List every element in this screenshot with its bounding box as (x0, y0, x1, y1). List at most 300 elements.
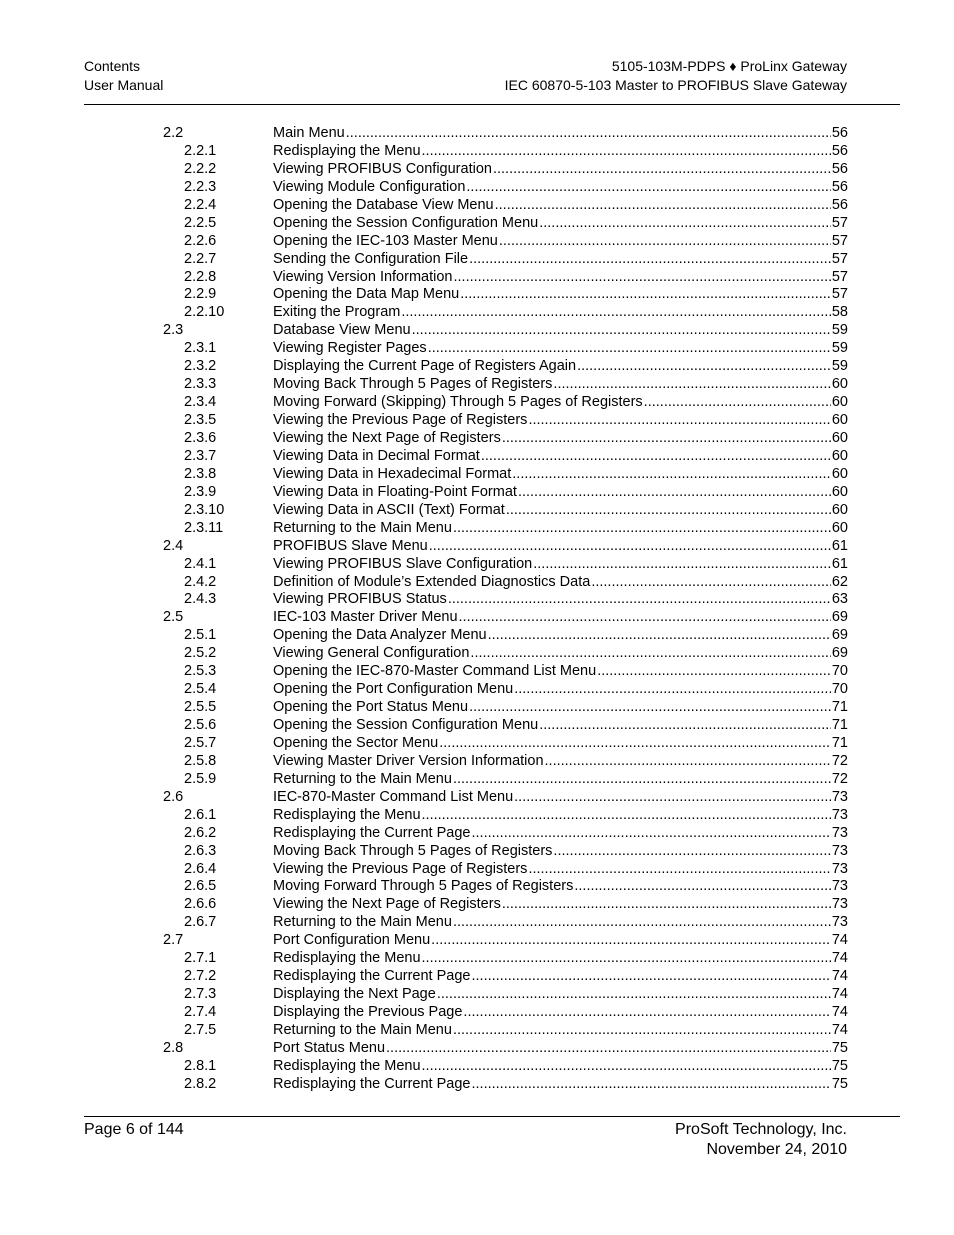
toc-entry-line (273, 734, 848, 752)
toc-entry[interactable] (0, 590, 954, 608)
toc-entry-page: 69 (831, 609, 848, 626)
toc-entry[interactable] (0, 214, 954, 232)
toc-entry-title[interactable]: Opening the Port Status Menu (273, 699, 469, 716)
toc-entry-title[interactable]: Viewing Data in ASCII (Text) Format (273, 501, 505, 518)
dot-leader (412, 321, 831, 339)
toc-entry[interactable] (0, 644, 954, 662)
header-divider (84, 104, 900, 105)
toc-entry-line (273, 626, 848, 644)
toc-entry[interactable] (0, 913, 954, 931)
toc-entry-line (273, 483, 848, 501)
dot-leader (644, 393, 831, 411)
dot-leader (471, 967, 830, 985)
toc-entry[interactable] (0, 860, 954, 878)
toc-entry-page: 73 (831, 788, 848, 805)
toc-entry-title[interactable]: Displaying the Next Page (273, 986, 436, 1003)
toc-entry[interactable] (0, 285, 954, 303)
toc-entry-number: 2.2.7 (184, 250, 217, 267)
toc-entry-title[interactable]: Opening the Sector Menu (273, 734, 439, 751)
toc-entry-page: 60 (831, 412, 848, 429)
toc-entry-number: 2.7.1 (184, 950, 217, 967)
toc-entry[interactable] (0, 537, 954, 555)
toc-entry-title[interactable]: IEC-103 Master Driver Menu (273, 609, 458, 626)
toc-entry[interactable] (0, 842, 954, 860)
dot-leader (469, 250, 831, 268)
toc-entry-page: 70 (831, 663, 848, 680)
toc-entry-number: 2.7.4 (184, 1004, 217, 1021)
toc-entry-number: 2.6.3 (184, 842, 217, 859)
toc-entry-title[interactable]: Displaying the Current Page of Registers Again (273, 358, 577, 375)
dot-leader (539, 214, 831, 232)
footer-right (675, 1120, 847, 1160)
footer-company: ProSoft Technology, Inc. (675, 1121, 847, 1138)
toc-entry-line (273, 519, 848, 537)
toc-entry-number: 2.3.5 (184, 412, 217, 429)
toc-entry-line (273, 752, 848, 770)
toc-entry-number: 2.6.2 (184, 824, 217, 841)
toc-entry-page: 56 (831, 125, 848, 141)
toc-entry[interactable] (0, 268, 954, 286)
toc-entry-page: 59 (831, 340, 848, 357)
toc-entry-number: 2.5 (163, 609, 184, 626)
toc-entry-page: 72 (831, 770, 848, 787)
toc-entry-page: 69 (831, 645, 848, 662)
toc-entry[interactable] (0, 1003, 954, 1021)
dot-leader (577, 357, 831, 375)
toc-entry-page: 60 (831, 394, 848, 411)
dot-leader (422, 806, 831, 824)
toc-entry-page: 60 (831, 429, 848, 446)
dot-leader (428, 339, 831, 357)
toc-entry-title[interactable]: Port Configuration Menu (273, 932, 431, 949)
toc-entry-number: 2.2.10 (184, 304, 225, 321)
toc-entry[interactable] (0, 806, 954, 824)
toc-entry-title[interactable]: Opening the Session Configuration Menu (273, 717, 539, 734)
dot-leader (512, 465, 831, 483)
header-left (84, 57, 163, 95)
dot-leader (539, 716, 831, 734)
dot-leader (453, 519, 831, 537)
toc-entry[interactable] (0, 160, 954, 178)
toc-entry-title[interactable]: IEC-870-Master Command List Menu (273, 788, 514, 805)
dot-leader (437, 985, 831, 1003)
toc-entry-line (273, 214, 848, 232)
toc-entry-number: 2.5.7 (184, 734, 217, 751)
toc-entry-page: 60 (831, 519, 848, 536)
toc-entry-line (273, 716, 848, 734)
toc-entry-page: 74 (831, 1004, 848, 1021)
header-right (505, 57, 847, 95)
toc-entry-number: 2.4.1 (184, 555, 217, 572)
dot-leader (533, 555, 831, 573)
toc-entry[interactable] (0, 142, 954, 160)
toc-entry-title[interactable]: Redisplaying the Current Page (273, 824, 471, 841)
toc-entry-page: 69 (831, 627, 848, 644)
toc-entry[interactable] (0, 680, 954, 698)
toc-entry-line (273, 429, 848, 447)
toc-entry-title[interactable]: Opening the IEC-103 Master Menu (273, 232, 498, 249)
toc-entry-number: 2.2.3 (184, 178, 217, 195)
toc-entry[interactable] (0, 555, 954, 573)
toc-entry-title[interactable]: Opening the Port Configuration Menu (273, 681, 514, 698)
toc-entry-line (273, 608, 848, 626)
toc-entry-number: 2.6.7 (184, 914, 217, 931)
toc-entry-line (273, 895, 848, 913)
toc-entry-title[interactable]: Opening the Data Analyzer Menu (273, 627, 487, 644)
toc-entry-page: 72 (831, 752, 848, 769)
toc-entry[interactable] (0, 1021, 954, 1039)
toc-entry-title[interactable]: PROFIBUS Slave Menu (273, 537, 428, 554)
dot-leader (439, 734, 831, 752)
toc-entry[interactable] (0, 752, 954, 770)
toc-entry-page: 73 (831, 806, 848, 823)
toc-entry-line (273, 662, 848, 680)
toc-entry-line (273, 250, 848, 268)
toc-entry[interactable] (0, 178, 954, 196)
dot-leader (422, 1057, 831, 1075)
toc-entry-title[interactable]: Database View Menu (273, 322, 411, 339)
toc-entry-title[interactable]: Viewing Module Configuration (273, 178, 466, 195)
toc-entry-title[interactable]: Opening the IEC-870-Master Command List Menu (273, 663, 597, 680)
toc-entry[interactable] (0, 375, 954, 393)
toc-entry-title[interactable]: Redisplaying the Menu (273, 806, 421, 823)
toc-entry-number: 2.3.11 (184, 519, 224, 536)
toc-entry-line (273, 537, 848, 555)
toc-entry-line (273, 644, 848, 662)
toc-entry-title[interactable]: Exiting the Program (273, 304, 401, 321)
toc-entry-line (273, 1003, 848, 1021)
dot-leader (422, 949, 831, 967)
toc-entry-number: 2.6.1 (184, 806, 217, 823)
dot-leader (469, 698, 831, 716)
toc-entry[interactable] (0, 895, 954, 913)
toc-entry-number: 2.5.1 (184, 627, 217, 644)
toc-entry-title[interactable]: Redisplaying the Menu (273, 950, 421, 967)
toc-entry-title[interactable]: Returning to the Main Menu (273, 1022, 452, 1038)
toc-entry-number: 2.3.9 (184, 483, 217, 500)
dot-leader (386, 1039, 831, 1057)
toc-entry[interactable] (0, 770, 954, 788)
toc-entry-title[interactable]: Viewing General Configuration (273, 645, 470, 662)
toc-entry-number: 2.8 (163, 1039, 184, 1056)
dot-leader (470, 644, 830, 662)
toc-entry-title[interactable]: Redisplaying the Menu (273, 142, 421, 159)
toc-entry-line (273, 339, 848, 357)
toc-entry-number: 2.8.2 (184, 1075, 217, 1092)
toc-entry-number: 2.6.6 (184, 896, 217, 913)
toc-entry-number: 2.2 (163, 125, 184, 141)
toc-entry[interactable] (0, 949, 954, 967)
toc-entry[interactable] (0, 483, 954, 501)
toc-entry-page: 56 (831, 160, 848, 177)
dot-leader (591, 573, 831, 591)
toc-entry-page: 59 (831, 322, 848, 339)
toc-entry[interactable] (0, 250, 954, 268)
toc-entry-title[interactable]: Moving Forward Through 5 Pages of Registers (273, 878, 574, 895)
toc-entry-title[interactable]: Viewing Master Driver Version Information (273, 752, 544, 769)
toc-entry-title[interactable]: Moving Forward (Skipping) Through 5 Pages of Registers (273, 394, 643, 411)
toc-entry-page: 61 (831, 555, 848, 572)
toc-entry[interactable] (0, 716, 954, 734)
toc-entry[interactable] (0, 1039, 954, 1057)
dot-leader (514, 788, 831, 806)
dot-leader (506, 501, 831, 519)
toc-entry-page: 74 (831, 932, 848, 949)
toc-entry[interactable] (0, 501, 954, 519)
toc-entry[interactable] (0, 393, 954, 411)
toc-entry-page: 62 (831, 573, 848, 590)
toc-entry-title[interactable]: Opening the Database View Menu (273, 196, 494, 213)
toc-entry-title[interactable]: Viewing PROFIBUS Slave Configuration (273, 555, 533, 572)
toc-entry-line (273, 1057, 848, 1075)
toc-entry-page: 71 (831, 699, 848, 716)
toc-entry-line (273, 375, 848, 393)
toc-entry-line (273, 967, 848, 985)
toc-entry-line (273, 860, 848, 878)
toc-entry-page: 56 (831, 178, 848, 195)
toc-entry-line (273, 913, 848, 931)
toc-entry[interactable] (0, 931, 954, 949)
toc-entry-number: 2.4 (163, 537, 184, 554)
toc-entry[interactable] (0, 1057, 954, 1075)
toc-entry-title[interactable]: Redisplaying the Menu (273, 1057, 421, 1074)
toc-entry-number: 2.6.5 (184, 878, 217, 895)
toc-entry-line (273, 555, 848, 573)
toc-entry-number: 2.3.6 (184, 429, 217, 446)
toc-entry-number: 2.3.7 (184, 447, 217, 464)
toc-entry-number: 2.7.5 (184, 1022, 217, 1038)
dot-leader (453, 770, 831, 788)
dot-leader (453, 1021, 831, 1039)
toc-entry-title[interactable]: Displaying the Previous Page (273, 1004, 463, 1021)
toc-entry[interactable] (0, 429, 954, 447)
toc-entry-title[interactable]: Redisplaying the Current Page (273, 1075, 471, 1092)
toc-entry-page: 73 (831, 842, 848, 859)
dot-leader (422, 142, 831, 160)
toc-entry-line (273, 985, 848, 1003)
toc-entry-number: 2.5.5 (184, 699, 217, 716)
toc-entry[interactable] (0, 447, 954, 465)
dot-leader (346, 124, 831, 142)
toc-entry-line (273, 806, 848, 824)
toc-entry-number: 2.5.4 (184, 681, 217, 698)
toc-entry-number: 2.3.8 (184, 465, 217, 482)
toc-entry[interactable] (0, 877, 954, 895)
toc-entry-title[interactable]: Viewing Data in Hexadecimal Format (273, 465, 512, 482)
toc-entry-line (273, 447, 848, 465)
toc-entry-title[interactable]: Sending the Configuration File (273, 250, 469, 267)
toc-entry-number: 2.2.1 (184, 142, 217, 159)
toc-entry-page: 75 (831, 1075, 848, 1092)
dot-leader (459, 608, 831, 626)
toc-entry-line (273, 285, 848, 303)
footer-divider (84, 1116, 900, 1117)
toc-entry-title[interactable]: Redisplaying the Current Page (273, 968, 471, 985)
toc-entry-title[interactable]: Port Status Menu (273, 1039, 386, 1056)
toc-entry-title[interactable]: Returning to the Main Menu (273, 519, 452, 536)
toc-entry[interactable] (0, 698, 954, 716)
toc-entry-number: 2.7 (163, 932, 184, 949)
toc-entry-number: 2.5.2 (184, 645, 217, 662)
dot-leader (495, 196, 831, 214)
toc-entry[interactable] (0, 734, 954, 752)
toc-entry-line (273, 196, 848, 214)
toc-entry-line (273, 788, 848, 806)
dot-leader (453, 268, 830, 286)
toc-entry-number: 2.3.3 (184, 376, 217, 393)
toc-entry-page: 56 (831, 142, 848, 159)
toc-entry[interactable] (0, 357, 954, 375)
toc-entry-line (273, 770, 848, 788)
toc-entry-page: 60 (831, 465, 848, 482)
toc-entry-title[interactable]: Returning to the Main Menu (273, 914, 452, 931)
toc-entry-line (273, 232, 848, 250)
toc-entry-page: 57 (831, 268, 848, 285)
toc-entry-page: 57 (831, 232, 848, 249)
dot-leader (401, 303, 831, 321)
toc-entry-number: 2.3.10 (184, 501, 225, 518)
toc-entry-page: 75 (831, 1057, 848, 1074)
toc-entry-title[interactable]: Viewing the Next Page of Registers (273, 429, 501, 446)
toc-entry-page: 58 (831, 304, 848, 321)
toc-entry-title[interactable]: Viewing Register Pages (273, 340, 427, 357)
toc-entry-title[interactable]: Viewing the Previous Page of Registers (273, 860, 528, 877)
toc-entry-number: 2.2.6 (184, 232, 217, 249)
toc-entry-line (273, 1039, 848, 1057)
toc-entry-line (273, 842, 848, 860)
toc-entry-page: 73 (831, 896, 848, 913)
toc-entry-number: 2.7.3 (184, 986, 217, 1003)
toc-entry-line (273, 268, 848, 286)
toc-entry-line (273, 824, 848, 842)
toc-entry-title[interactable]: Viewing the Next Page of Registers (273, 896, 501, 913)
toc-entry[interactable] (0, 824, 954, 842)
toc-entry-title[interactable]: Moving Back Through 5 Pages of Registers (273, 842, 553, 859)
toc-entry-page: 60 (831, 376, 848, 393)
toc-entry[interactable] (0, 465, 954, 483)
dot-leader (471, 1075, 830, 1093)
toc-entry[interactable] (0, 196, 954, 214)
dot-leader (431, 931, 831, 949)
toc-entry-title[interactable]: Definition of Module’s Extended Diagnostics Data (273, 573, 591, 590)
dot-leader (481, 447, 831, 465)
toc-entry-number: 2.4.3 (184, 591, 217, 608)
dot-leader (460, 285, 831, 303)
toc-entry[interactable] (0, 519, 954, 537)
toc-entry-page: 57 (831, 214, 848, 231)
dot-leader (574, 877, 831, 895)
toc-entry-line (273, 303, 848, 321)
toc-entry-line (273, 931, 848, 949)
header-doc-type: User Manual (84, 77, 164, 93)
toc-entry-number: 2.2.9 (184, 286, 217, 303)
dot-leader (553, 375, 830, 393)
toc-entry-title[interactable]: Viewing Data in Decimal Format (273, 447, 480, 464)
dot-leader (493, 160, 831, 178)
toc-entry[interactable] (0, 608, 954, 626)
toc-entry-title[interactable]: Viewing PROFIBUS Configuration (273, 160, 492, 177)
toc-entry[interactable] (0, 321, 954, 339)
toc-entry-title[interactable]: Viewing Version Information (273, 268, 453, 285)
toc-entry-page: 73 (831, 878, 848, 895)
toc-entry-title[interactable]: Opening the Data Map Menu (273, 286, 460, 303)
toc-entry-page: 73 (831, 860, 848, 877)
toc-entry[interactable] (0, 626, 954, 644)
dot-leader (553, 842, 830, 860)
toc-entry[interactable] (0, 985, 954, 1003)
toc-entry-page: 74 (831, 950, 848, 967)
toc-entry-page: 63 (831, 591, 848, 608)
toc-entry-title[interactable]: Viewing Data in Floating-Point Format (273, 483, 517, 500)
toc-entry-page: 71 (831, 734, 848, 751)
toc-entry-page: 74 (831, 986, 848, 1003)
toc-entry[interactable] (0, 232, 954, 250)
toc-entry-line (273, 357, 848, 375)
toc-entry-line (273, 573, 848, 591)
toc-entry[interactable] (0, 573, 954, 591)
toc-entry-title[interactable]: Main Menu (273, 125, 345, 141)
toc-entry-page: 57 (831, 286, 848, 303)
toc-entry-page: 73 (831, 914, 848, 931)
toc-entry-line (273, 680, 848, 698)
toc-entry-page: 71 (831, 717, 848, 734)
toc-entry-number: 2.6 (163, 788, 184, 805)
toc-entry-number: 2.3.1 (184, 340, 217, 357)
toc-entry-page: 60 (831, 483, 848, 500)
toc-entry-title[interactable]: Opening the Session Configuration Menu (273, 214, 539, 231)
toc-entry-number: 2.8.1 (184, 1057, 217, 1074)
toc-entry-number: 2.5.6 (184, 717, 217, 734)
toc-entry[interactable] (0, 1075, 954, 1093)
dot-leader (545, 752, 831, 770)
toc-entry-line (273, 501, 848, 519)
toc-entry-number: 2.4.2 (184, 573, 217, 590)
toc-entry[interactable] (0, 124, 954, 142)
toc-entry-page: 59 (831, 358, 848, 375)
toc-entry[interactable] (0, 662, 954, 680)
dot-leader (518, 483, 831, 501)
toc-entry-line (273, 949, 848, 967)
toc-entry-title[interactable]: Viewing PROFIBUS Status (273, 591, 447, 608)
toc-entry[interactable] (0, 967, 954, 985)
toc-entry-line (273, 393, 848, 411)
toc-entry-number: 2.3.4 (184, 394, 217, 411)
toc-entry-title[interactable]: Returning to the Main Menu (273, 770, 452, 787)
toc-entry-number: 2.3.2 (184, 358, 217, 375)
toc-entry-line (273, 877, 848, 895)
header-product: 5105-103M-PDPS ♦ ProLinx Gateway (611, 58, 847, 74)
toc-entry[interactable] (0, 788, 954, 806)
toc-entry[interactable] (0, 411, 954, 429)
toc-entry[interactable] (0, 339, 954, 357)
toc-entry-number: 2.5.3 (184, 663, 217, 680)
toc-entry-line (273, 1021, 848, 1039)
dot-leader (429, 537, 831, 555)
header-section: Contents (84, 58, 141, 74)
toc-entry-page: 70 (831, 681, 848, 698)
dot-leader (528, 411, 830, 429)
dot-leader (597, 662, 831, 680)
toc-entry-number: 2.2.5 (184, 214, 217, 231)
toc-entry-title[interactable]: Viewing the Previous Page of Registers (273, 412, 528, 429)
toc-entry[interactable] (0, 303, 954, 321)
dot-leader (502, 429, 831, 447)
toc-entry-line (273, 1075, 848, 1093)
toc-entry-title[interactable]: Moving Back Through 5 Pages of Registers (273, 376, 553, 393)
toc-entry-line (273, 321, 848, 339)
dot-leader (528, 860, 830, 878)
toc-entry-line (273, 178, 848, 196)
